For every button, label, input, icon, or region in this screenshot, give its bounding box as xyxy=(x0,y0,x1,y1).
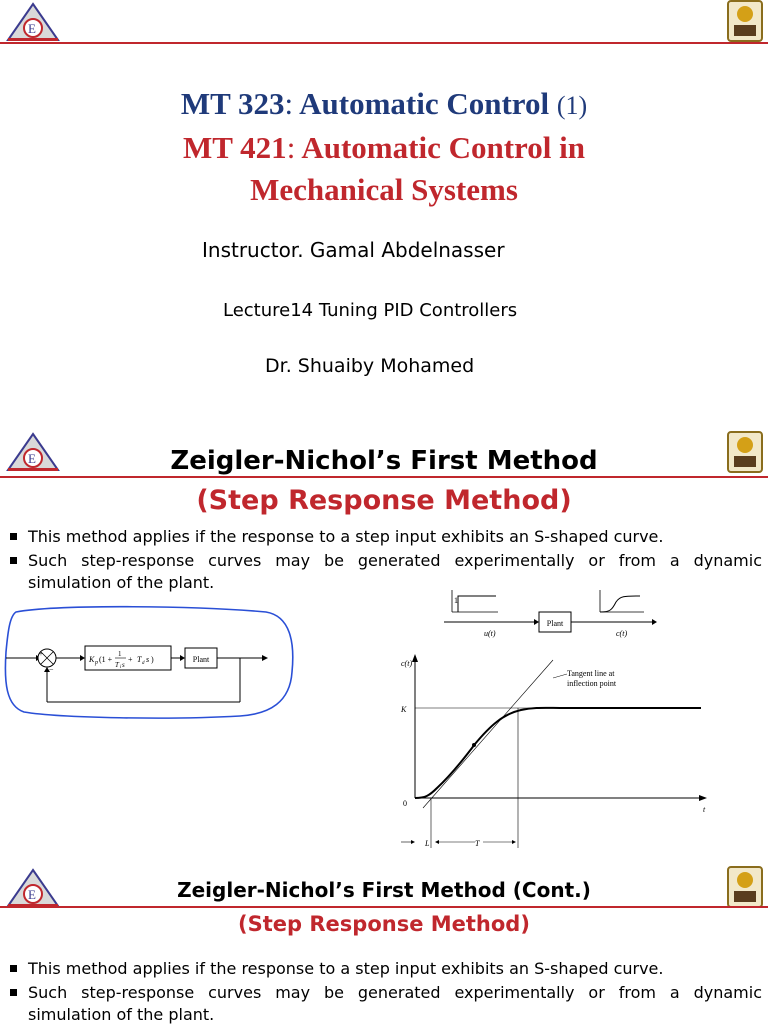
faculty-logo-icon xyxy=(6,2,60,42)
slide-first-method xyxy=(0,426,768,852)
doctor-name: Dr. Shuaiby Mohamed xyxy=(265,355,475,377)
bullet-item: Such step-response curves may be generated experimentally or from a dynamic simulation of the plant. xyxy=(8,982,762,1024)
slide-title: Zeigler-Nichol’s First Method (Cont.) xyxy=(177,878,591,902)
svg-text:K: K xyxy=(401,705,407,714)
svg-text:−: − xyxy=(49,665,54,674)
svg-text:1: 1 xyxy=(118,650,122,658)
svg-text:c(t): c(t) xyxy=(401,659,413,668)
svg-text:s: s xyxy=(122,661,125,669)
svg-text:T: T xyxy=(137,655,142,664)
svg-text:Plant: Plant xyxy=(546,619,564,628)
pid-block-diagram xyxy=(0,602,300,722)
slide-subtitle: (Step Response Method) xyxy=(196,485,572,516)
header-divider xyxy=(0,906,768,908)
svg-text:T: T xyxy=(475,839,480,848)
svg-text:T: T xyxy=(115,661,119,669)
svg-text:c(t): c(t) xyxy=(616,629,628,638)
svg-text:+: + xyxy=(39,650,43,658)
step-response-graph xyxy=(395,648,725,852)
svg-text:E: E xyxy=(28,451,36,466)
svg-text:inflection point: inflection point xyxy=(567,679,617,688)
svg-text:L: L xyxy=(425,839,430,848)
header-divider xyxy=(0,476,768,478)
svg-text:Plant: Plant xyxy=(192,655,210,664)
svg-text:K: K xyxy=(89,655,95,664)
instructor-name: Instructor. Gamal Abdelnasser xyxy=(202,238,505,262)
svg-text:i: i xyxy=(120,665,122,670)
lecture-title: Lecture14 Tuning PID Controllers xyxy=(223,300,518,321)
header-divider xyxy=(0,42,768,44)
bullet-item: Such step-response curves may be generated experimentally or from a dynamic simulation of the plant. xyxy=(8,550,762,594)
bullet-item: This method applies if the response to a step input exhibits an S-shaped curve. xyxy=(8,958,762,980)
svg-text:d: d xyxy=(142,661,145,666)
slide-title: Zeigler-Nichol’s First Method xyxy=(170,446,598,476)
svg-text:t: t xyxy=(703,805,706,814)
course-title-1: MT 323: Automatic Control (1) xyxy=(180,86,588,121)
svg-text:0: 0 xyxy=(403,799,407,808)
bullet-item: This method applies if the response to a step input exhibits an S-shaped curve. xyxy=(8,526,762,548)
svg-text:(1 +: (1 + xyxy=(99,655,113,664)
svg-text:u(t): u(t) xyxy=(484,629,496,638)
svg-text:1: 1 xyxy=(454,596,458,605)
course-title-3: Mechanical Systems xyxy=(250,172,518,207)
svg-text:Tangent line at: Tangent line at xyxy=(567,669,615,678)
svg-text:E: E xyxy=(28,887,36,902)
bullet-list xyxy=(8,958,762,1024)
svg-text:E: E xyxy=(28,21,36,36)
svg-text:p: p xyxy=(95,660,98,666)
university-seal-icon xyxy=(727,0,763,42)
svg-text:s: s xyxy=(146,655,150,664)
course-title-2: MT 421: Automatic Control in xyxy=(183,130,585,165)
slide-first-method-cont xyxy=(0,862,768,1024)
slide-title xyxy=(0,0,768,412)
plant-io-diagram xyxy=(440,586,670,646)
svg-text:+: + xyxy=(128,655,133,664)
svg-text:): ) xyxy=(151,655,154,664)
slide-subtitle: (Step Response Method) xyxy=(238,912,530,936)
